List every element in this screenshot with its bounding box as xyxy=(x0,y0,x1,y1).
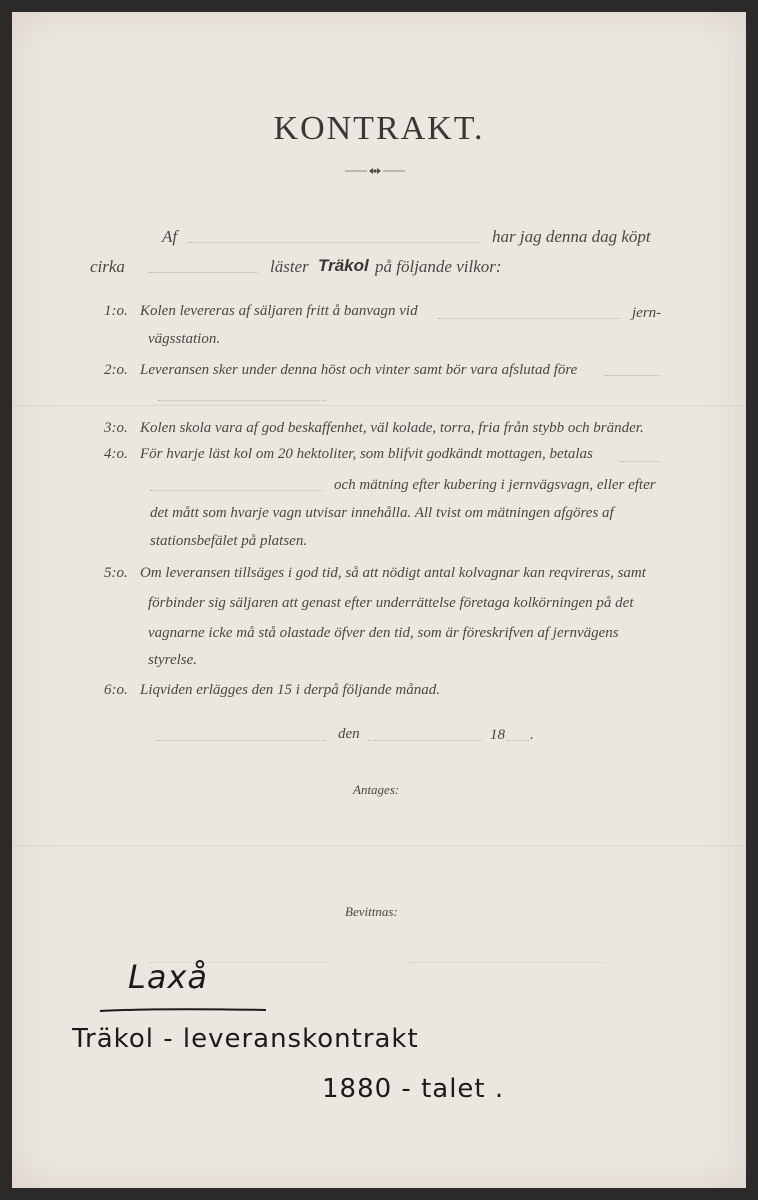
date-blank xyxy=(604,375,660,376)
price-blank-2 xyxy=(150,490,322,491)
handwritten-underline xyxy=(98,1005,268,1015)
clause-number: 5:o. xyxy=(104,565,128,581)
clause-6-text: Liqviden erlägges den 15 i derpå följande månad. xyxy=(140,682,440,698)
clause-5-text-2: förbinder sig säljaren att genast efter underrättelse företaga kolkörningen på det xyxy=(148,595,634,611)
year-blank xyxy=(507,740,529,741)
title-ornament-icon xyxy=(345,164,405,178)
quantity-blank xyxy=(148,272,258,273)
day-blank xyxy=(368,740,482,741)
date-den: den xyxy=(338,726,360,742)
clause-2-text: Leveransen sker under denna höst och vinter samt bör vara afslutad före xyxy=(140,362,578,378)
intro-trakol: Träkol xyxy=(318,256,369,275)
handwritten-title: Träkol - leveranskontrakt xyxy=(72,1024,419,1054)
witness-blank-2 xyxy=(408,962,606,963)
intro-laster: läster xyxy=(270,257,309,276)
fold-line xyxy=(12,405,746,406)
clause-number: 2:o. xyxy=(104,362,128,378)
handwritten-date: 1880 - talet . xyxy=(322,1074,505,1104)
seller-blank xyxy=(188,242,480,243)
handwritten-place: Laxå xyxy=(128,958,208,996)
clause-5-text: Om leveransen tillsäges i god tid, så att nödigt antal kolvagnar kan reqvireras, samt xyxy=(140,565,646,581)
clause-1-end: jern- xyxy=(632,305,662,321)
clause-3-text: Kolen skola vara af god beskaffenhet, väl kolade, torra, fria från stybb och bränder. xyxy=(140,420,644,436)
clause-number: 6:o. xyxy=(104,682,128,698)
date-blank-2 xyxy=(158,400,326,401)
intro-af: Af xyxy=(162,227,178,246)
clause-number: 4:o. xyxy=(104,446,128,462)
intro-pa-foljande: på följande vilkor: xyxy=(375,257,502,276)
place-blank xyxy=(156,740,326,741)
clause-number: 3:o. xyxy=(104,420,128,436)
clause-1-text-2: vägsstation. xyxy=(148,331,221,347)
clause-number: 1:o. xyxy=(104,303,128,319)
fold-line xyxy=(12,845,746,846)
intro-har-jag: har jag denna dag köpt xyxy=(492,227,651,246)
clause-1-text: Kolen levereras af säljaren fritt å banvagn vid xyxy=(140,303,418,319)
clause-5-text-4: styrelse. xyxy=(148,652,198,668)
intro-cirka: cirka xyxy=(90,257,125,276)
station-blank xyxy=(438,318,620,319)
page-title: KONTRAKT. xyxy=(273,110,485,147)
date-year: 18 xyxy=(490,727,505,743)
price-blank xyxy=(620,461,660,462)
bevittnas-label: Bevittnas: xyxy=(345,904,398,919)
clause-4-text-3: det mått som hvarje vagn utvisar innehålla. All tvist om mätningen afgöres af xyxy=(150,505,614,521)
clause-5-text-3: vagnarne icke må stå olastade öfver den tid, som är föreskrifven af jernvägens xyxy=(148,625,619,641)
clause-4-text-2: och mätning efter kubering i jernvägsvagn, eller efter xyxy=(334,477,656,493)
clause-4-text-4: stationsbefälet på platsen. xyxy=(150,533,308,549)
date-period: . xyxy=(530,727,534,743)
clause-4-text: För hvarje läst kol om 20 hektoliter, som blifvit godkändt mottagen, betalas xyxy=(140,446,593,462)
antages-label: Antages: xyxy=(353,782,400,797)
